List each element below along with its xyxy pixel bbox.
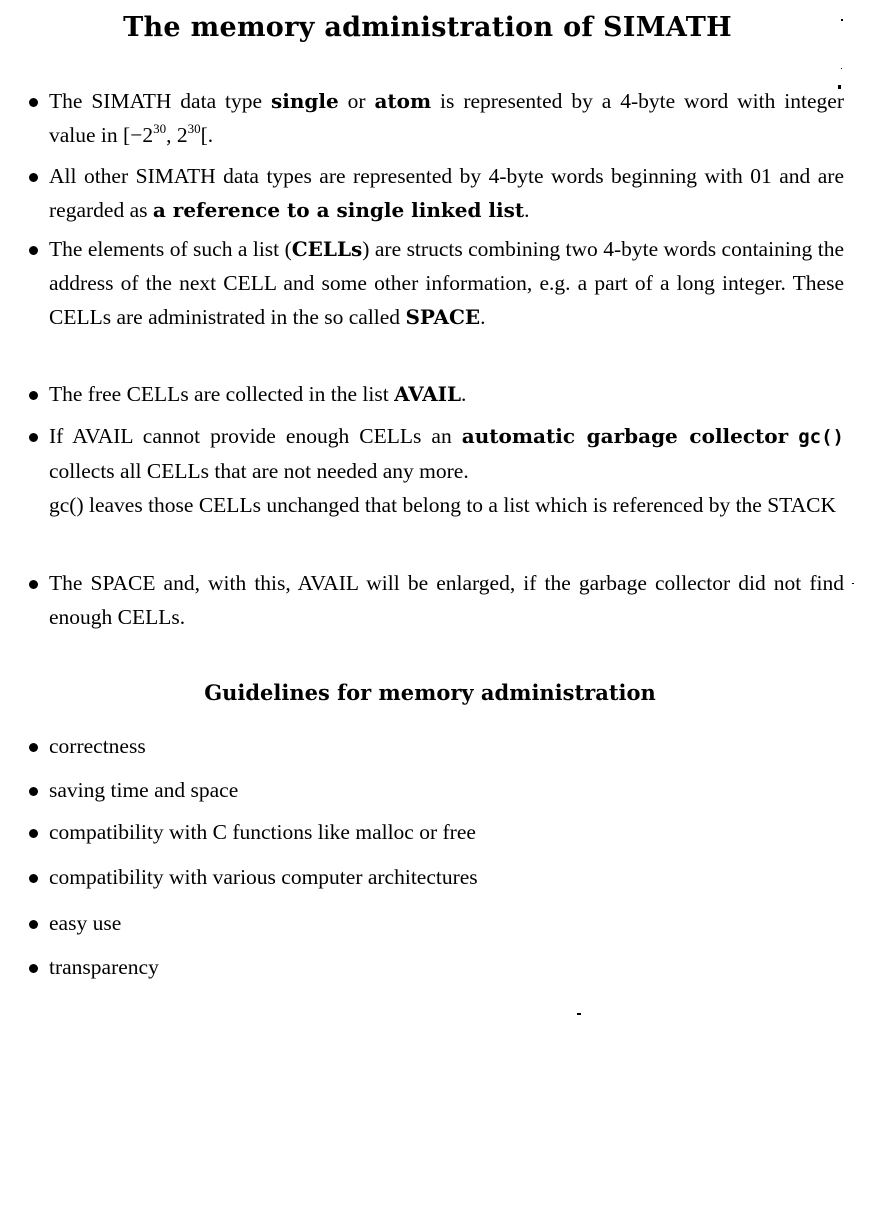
term-cells: CELLs — [291, 237, 363, 261]
scan-speck — [577, 1013, 581, 1015]
bullet-icon — [29, 743, 38, 752]
bullet-icon — [29, 580, 38, 589]
bullet-icon — [29, 433, 38, 442]
term-linked-list: a reference to a single linked list — [152, 198, 525, 222]
guideline-item: easy use — [49, 908, 121, 938]
bullet-item-avail: The free CELLs are collected in the list AVAIL. — [49, 377, 844, 411]
bullet-icon — [29, 874, 38, 883]
guideline-item: correctness — [49, 731, 146, 761]
gc-note: gc() leaves those CELLs unchanged that belong to a list which is referenced by the STACK — [49, 493, 836, 517]
term-atom: atom — [374, 89, 432, 113]
bullet-icon — [29, 246, 38, 255]
guideline-item: transparency — [49, 952, 159, 982]
scan-speck — [841, 19, 843, 21]
exponent: 30 — [153, 121, 167, 136]
bullet-item-single-atom: The SIMATH data type single or atom is represented by a 4-byte word with integer value in [$-2^{30}$, $2^{30}$[. — [49, 84, 844, 152]
bullet-icon — [29, 787, 38, 796]
scan-speck — [838, 85, 841, 89]
bullet-item-space-enlarged: The SPACE and, with this, AVAIL will be enlarged, if the garbage collector did not find enough CELLs. — [49, 566, 844, 634]
term-gc: gc() — [798, 426, 844, 448]
bullet-icon — [29, 173, 38, 182]
term-single: single — [270, 89, 339, 113]
exponent: 30 — [187, 121, 201, 136]
bullet-icon — [29, 920, 38, 929]
bullet-icon — [29, 391, 38, 400]
term-avail: AVAIL — [394, 382, 462, 406]
bullet-icon — [29, 964, 38, 973]
bullet-icon — [29, 829, 38, 838]
scan-speck — [841, 68, 842, 69]
scan-speck — [852, 583, 854, 584]
bullet-item-cells: The elements of such a list (CELLs) are structs combining two 4-byte words containing the address of the next CELL and some other information, e.g. a part of a long integer. These CELLs are administrated in the so called SPACE. — [49, 232, 844, 334]
bullet-item-reference: All other SIMATH data types are represented by 4-byte words beginning with 01 and are regarded as a reference to a single linked list. — [49, 159, 844, 227]
guidelines-title: Guidelines for memory administration — [204, 680, 656, 705]
bullet-item-garbage-collector: If AVAIL cannot provide enough CELLs an automatic garbage collector gc() collects all CELLs that are not needed any more. gc() leaves those CELLs unchanged that belong to a list which is referenced by the STACK — [49, 419, 844, 522]
term-garbage-collector: automatic garbage collector — [461, 424, 789, 448]
term-space: SPACE — [405, 305, 481, 329]
page-title: The memory administration of SIMATH — [123, 12, 732, 43]
guideline-item: compatibility with various computer architectures — [49, 862, 478, 892]
guideline-item: saving time and space — [49, 775, 238, 805]
guideline-item: compatibility with C functions like malloc or free — [49, 817, 476, 847]
bullet-icon — [29, 98, 38, 107]
